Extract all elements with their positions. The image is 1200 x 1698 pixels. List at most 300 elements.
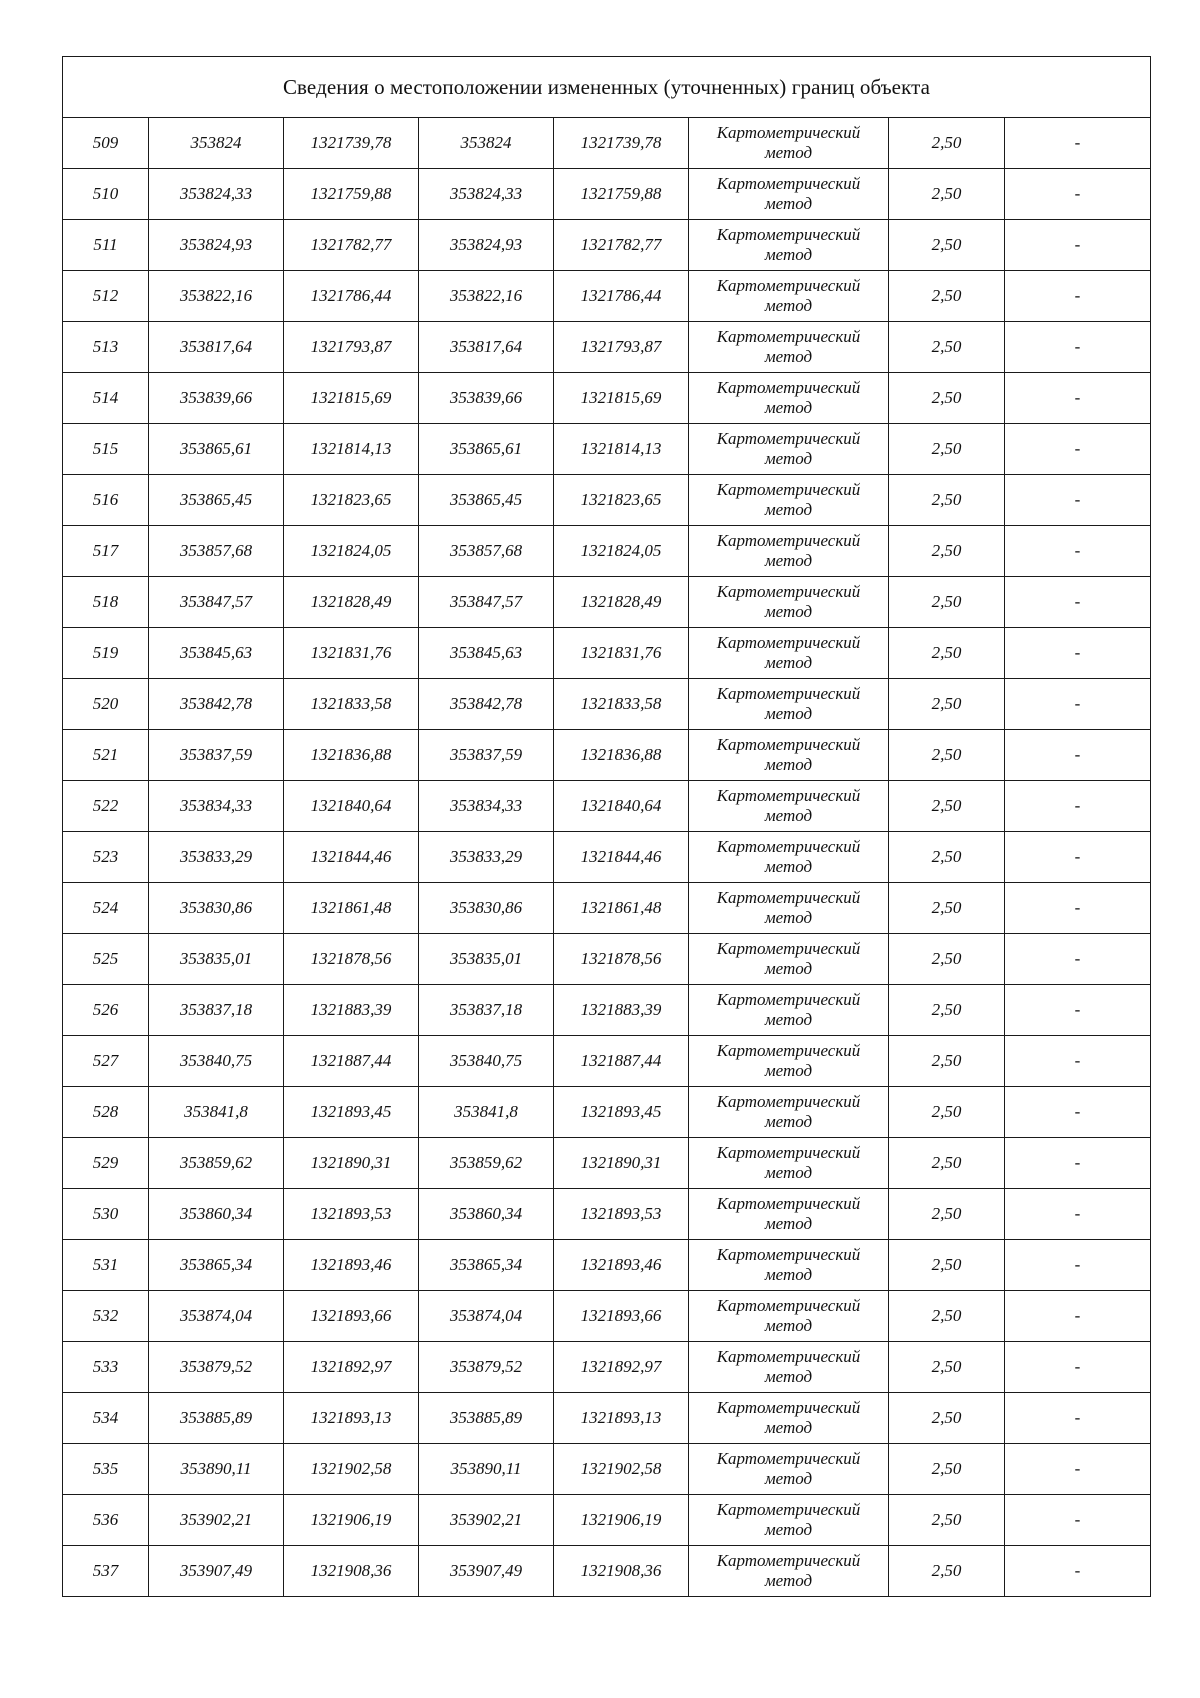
method-cell [689,322,889,373]
note-cell: - [1005,424,1151,475]
method-line1: Картометрический [716,1296,861,1315]
refined-x-cell: 353824 [419,118,554,169]
method-line1: Картометрический [716,888,861,907]
refined-y-cell: 1321815,69 [554,373,689,424]
note-cell: - [1005,1342,1151,1393]
point-number-cell: 512 [63,271,149,322]
method-line2: метод [764,1367,813,1386]
existing-y-cell: 1321861,48 [284,883,419,934]
accuracy-cell: 2,50 [889,1546,1005,1597]
point-number-cell: 534 [63,1393,149,1444]
refined-x-cell: 353879,52 [419,1342,554,1393]
existing-y-cell: 1321892,97 [284,1342,419,1393]
accuracy-cell: 2,50 [889,577,1005,628]
table-row [63,1138,1151,1189]
refined-x-cell: 353845,63 [419,628,554,679]
accuracy-cell: 2,50 [889,985,1005,1036]
method-cell [689,169,889,220]
note-cell: - [1005,118,1151,169]
table-row [63,475,1151,526]
refined-x-cell: 353834,33 [419,781,554,832]
accuracy-cell: 2,50 [889,475,1005,526]
method-cell [689,628,889,679]
method-line2: метод [764,194,813,213]
existing-x-cell: 353834,33 [149,781,284,832]
table-row [63,169,1151,220]
existing-x-cell: 353907,49 [149,1546,284,1597]
refined-x-cell: 353865,61 [419,424,554,475]
existing-y-cell: 1321786,44 [284,271,419,322]
existing-y-cell: 1321836,88 [284,730,419,781]
existing-x-cell: 353874,04 [149,1291,284,1342]
method-line1: Картометрический [716,327,861,346]
method-line2: метод [764,1163,813,1182]
method-line2: метод [764,806,813,825]
refined-x-cell: 353865,34 [419,1240,554,1291]
note-cell: - [1005,1393,1151,1444]
table-row [63,832,1151,883]
method-line1: Картометрический [716,1092,861,1111]
table-row [63,577,1151,628]
existing-y-cell: 1321908,36 [284,1546,419,1597]
method-line2: метод [764,653,813,672]
existing-x-cell: 353824 [149,118,284,169]
table-row [63,1240,1151,1291]
existing-x-cell: 353847,57 [149,577,284,628]
accuracy-cell: 2,50 [889,1087,1005,1138]
table-row [63,628,1151,679]
method-line1: Картометрический [716,378,861,397]
refined-x-cell: 353865,45 [419,475,554,526]
accuracy-cell: 2,50 [889,1444,1005,1495]
method-cell [689,1036,889,1087]
method-line2: метод [764,347,813,366]
point-number-cell: 537 [63,1546,149,1597]
method-cell [689,730,889,781]
refined-y-cell: 1321908,36 [554,1546,689,1597]
refined-y-cell: 1321831,76 [554,628,689,679]
method-line2: метод [764,1061,813,1080]
table-row [63,1495,1151,1546]
table-row [63,781,1151,832]
refined-x-cell: 353830,86 [419,883,554,934]
note-cell: - [1005,577,1151,628]
refined-x-cell: 353837,59 [419,730,554,781]
table-row [63,1291,1151,1342]
method-cell [689,1240,889,1291]
method-line1: Картометрический [716,1194,861,1213]
table-row [63,373,1151,424]
method-line1: Картометрический [716,174,861,193]
existing-x-cell: 353845,63 [149,628,284,679]
document-page [62,56,1150,1597]
table-row [63,424,1151,475]
existing-y-cell: 1321828,49 [284,577,419,628]
note-cell: - [1005,373,1151,424]
refined-x-cell: 353874,04 [419,1291,554,1342]
accuracy-cell: 2,50 [889,934,1005,985]
method-line2: метод [764,1316,813,1335]
refined-y-cell: 1321893,13 [554,1393,689,1444]
method-cell [689,1393,889,1444]
point-number-cell: 522 [63,781,149,832]
refined-y-cell: 1321759,88 [554,169,689,220]
method-line1: Картометрический [716,1500,861,1519]
method-line1: Картометрический [716,1398,861,1417]
refined-y-cell: 1321739,78 [554,118,689,169]
note-cell: - [1005,1138,1151,1189]
table-row [63,1189,1151,1240]
existing-y-cell: 1321893,46 [284,1240,419,1291]
refined-y-cell: 1321893,46 [554,1240,689,1291]
refined-y-cell: 1321893,53 [554,1189,689,1240]
note-cell: - [1005,220,1151,271]
refined-y-cell: 1321883,39 [554,985,689,1036]
method-line2: метод [764,1112,813,1131]
note-cell: - [1005,1546,1151,1597]
refined-y-cell: 1321793,87 [554,322,689,373]
accuracy-cell: 2,50 [889,1036,1005,1087]
point-number-cell: 536 [63,1495,149,1546]
coordinates-table [62,56,1151,1597]
accuracy-cell: 2,50 [889,1342,1005,1393]
table-row [63,934,1151,985]
refined-x-cell: 353902,21 [419,1495,554,1546]
refined-y-cell: 1321890,31 [554,1138,689,1189]
method-cell [689,373,889,424]
note-cell: - [1005,883,1151,934]
method-line1: Картометрический [716,990,861,1009]
existing-x-cell: 353839,66 [149,373,284,424]
existing-y-cell: 1321833,58 [284,679,419,730]
refined-x-cell: 353841,8 [419,1087,554,1138]
refined-x-cell: 353824,33 [419,169,554,220]
refined-y-cell: 1321786,44 [554,271,689,322]
existing-x-cell: 353835,01 [149,934,284,985]
point-number-cell: 516 [63,475,149,526]
existing-y-cell: 1321883,39 [284,985,419,1036]
method-cell [689,1189,889,1240]
note-cell: - [1005,934,1151,985]
existing-y-cell: 1321902,58 [284,1444,419,1495]
table-row [63,220,1151,271]
existing-y-cell: 1321831,76 [284,628,419,679]
note-cell: - [1005,679,1151,730]
table-row [63,1444,1151,1495]
accuracy-cell: 2,50 [889,883,1005,934]
method-line2: метод [764,755,813,774]
method-cell [689,118,889,169]
accuracy-cell: 2,50 [889,1240,1005,1291]
refined-y-cell: 1321836,88 [554,730,689,781]
method-line2: метод [764,1214,813,1233]
method-line2: метод [764,551,813,570]
method-line1: Картометрический [716,225,861,244]
method-line1: Картометрический [716,480,861,499]
accuracy-cell: 2,50 [889,1138,1005,1189]
point-number-cell: 510 [63,169,149,220]
refined-x-cell: 353837,18 [419,985,554,1036]
accuracy-cell: 2,50 [889,1291,1005,1342]
method-line2: метод [764,143,813,162]
accuracy-cell: 2,50 [889,679,1005,730]
method-line1: Картометрический [716,939,861,958]
method-line1: Картометрический [716,1449,861,1468]
existing-y-cell: 1321893,53 [284,1189,419,1240]
method-cell [689,1546,889,1597]
existing-x-cell: 353865,34 [149,1240,284,1291]
existing-y-cell: 1321824,05 [284,526,419,577]
method-line1: Картометрический [716,531,861,550]
refined-y-cell: 1321833,58 [554,679,689,730]
method-line2: метод [764,1418,813,1437]
note-cell: - [1005,1189,1151,1240]
point-number-cell: 535 [63,1444,149,1495]
point-number-cell: 517 [63,526,149,577]
note-cell: - [1005,169,1151,220]
point-number-cell: 533 [63,1342,149,1393]
existing-x-cell: 353865,45 [149,475,284,526]
existing-x-cell: 353830,86 [149,883,284,934]
method-line1: Картометрический [716,1551,861,1570]
refined-x-cell: 353857,68 [419,526,554,577]
method-cell [689,1291,889,1342]
method-line2: метод [764,449,813,468]
method-line2: метод [764,1469,813,1488]
accuracy-cell: 2,50 [889,526,1005,577]
method-line2: метод [764,296,813,315]
refined-y-cell: 1321828,49 [554,577,689,628]
note-cell: - [1005,271,1151,322]
method-cell [689,883,889,934]
point-number-cell: 528 [63,1087,149,1138]
accuracy-cell: 2,50 [889,424,1005,475]
existing-y-cell: 1321823,65 [284,475,419,526]
existing-x-cell: 353860,34 [149,1189,284,1240]
accuracy-cell: 2,50 [889,169,1005,220]
method-line2: метод [764,245,813,264]
method-line2: метод [764,1571,813,1590]
accuracy-cell: 2,50 [889,730,1005,781]
existing-y-cell: 1321893,66 [284,1291,419,1342]
existing-x-cell: 353890,11 [149,1444,284,1495]
point-number-cell: 529 [63,1138,149,1189]
method-cell [689,526,889,577]
method-line2: метод [764,908,813,927]
accuracy-cell: 2,50 [889,220,1005,271]
method-line1: Картометрический [716,582,861,601]
refined-y-cell: 1321824,05 [554,526,689,577]
existing-x-cell: 353840,75 [149,1036,284,1087]
method-line1: Картометрический [716,1041,861,1060]
method-cell [689,679,889,730]
method-cell [689,1087,889,1138]
method-line1: Картометрический [716,633,861,652]
table-row [63,1087,1151,1138]
table-row [63,322,1151,373]
method-line2: метод [764,1010,813,1029]
method-line1: Картометрический [716,429,861,448]
method-cell [689,1138,889,1189]
existing-y-cell: 1321793,87 [284,322,419,373]
accuracy-cell: 2,50 [889,832,1005,883]
existing-y-cell: 1321890,31 [284,1138,419,1189]
existing-x-cell: 353824,93 [149,220,284,271]
existing-y-cell: 1321739,78 [284,118,419,169]
existing-y-cell: 1321759,88 [284,169,419,220]
method-cell [689,934,889,985]
refined-y-cell: 1321892,97 [554,1342,689,1393]
existing-y-cell: 1321906,19 [284,1495,419,1546]
refined-y-cell: 1321814,13 [554,424,689,475]
method-cell [689,271,889,322]
refined-x-cell: 353840,75 [419,1036,554,1087]
refined-x-cell: 353890,11 [419,1444,554,1495]
note-cell: - [1005,475,1151,526]
point-number-cell: 519 [63,628,149,679]
method-cell [689,1342,889,1393]
refined-x-cell: 353847,57 [419,577,554,628]
existing-y-cell: 1321887,44 [284,1036,419,1087]
refined-y-cell: 1321823,65 [554,475,689,526]
table-row [63,1036,1151,1087]
method-line1: Картометрический [716,684,861,703]
accuracy-cell: 2,50 [889,373,1005,424]
refined-x-cell: 353833,29 [419,832,554,883]
refined-x-cell: 353835,01 [419,934,554,985]
existing-y-cell: 1321814,13 [284,424,419,475]
point-number-cell: 520 [63,679,149,730]
method-line1: Картометрический [716,1143,861,1162]
existing-x-cell: 353837,59 [149,730,284,781]
note-cell: - [1005,985,1151,1036]
method-line1: Картометрический [716,1245,861,1264]
table-row [63,985,1151,1036]
point-number-cell: 511 [63,220,149,271]
existing-x-cell: 353842,78 [149,679,284,730]
method-cell [689,220,889,271]
method-line1: Картометрический [716,123,861,142]
existing-x-cell: 353865,61 [149,424,284,475]
refined-y-cell: 1321893,45 [554,1087,689,1138]
table-row [63,1342,1151,1393]
point-number-cell: 509 [63,118,149,169]
note-cell: - [1005,628,1151,679]
existing-x-cell: 353822,16 [149,271,284,322]
existing-x-cell: 353837,18 [149,985,284,1036]
note-cell: - [1005,1240,1151,1291]
accuracy-cell: 2,50 [889,322,1005,373]
method-line2: метод [764,1265,813,1284]
point-number-cell: 525 [63,934,149,985]
accuracy-cell: 2,50 [889,1495,1005,1546]
method-line1: Картометрический [716,786,861,805]
note-cell: - [1005,1291,1151,1342]
point-number-cell: 526 [63,985,149,1036]
accuracy-cell: 2,50 [889,1393,1005,1444]
note-cell: - [1005,322,1151,373]
existing-y-cell: 1321844,46 [284,832,419,883]
refined-x-cell: 353824,93 [419,220,554,271]
note-cell: - [1005,832,1151,883]
table-row [63,679,1151,730]
refined-y-cell: 1321887,44 [554,1036,689,1087]
method-cell [689,832,889,883]
method-line2: метод [764,500,813,519]
existing-x-cell: 353859,62 [149,1138,284,1189]
existing-y-cell: 1321782,77 [284,220,419,271]
point-number-cell: 530 [63,1189,149,1240]
table-row [63,1546,1151,1597]
existing-x-cell: 353817,64 [149,322,284,373]
table-row [63,883,1151,934]
table-row [63,1393,1151,1444]
method-line1: Картометрический [716,735,861,754]
refined-y-cell: 1321844,46 [554,832,689,883]
method-line2: метод [764,1520,813,1539]
note-cell: - [1005,1087,1151,1138]
existing-x-cell: 353857,68 [149,526,284,577]
method-line1: Картометрический [716,276,861,295]
method-line2: метод [764,857,813,876]
point-number-cell: 523 [63,832,149,883]
method-cell [689,1495,889,1546]
existing-x-cell: 353841,8 [149,1087,284,1138]
accuracy-cell: 2,50 [889,628,1005,679]
refined-x-cell: 353859,62 [419,1138,554,1189]
refined-x-cell: 353860,34 [419,1189,554,1240]
table-row [63,526,1151,577]
method-line2: метод [764,602,813,621]
refined-y-cell: 1321902,58 [554,1444,689,1495]
accuracy-cell: 2,50 [889,1189,1005,1240]
note-cell: - [1005,526,1151,577]
refined-x-cell: 353822,16 [419,271,554,322]
refined-y-cell: 1321878,56 [554,934,689,985]
table-body [63,118,1151,1597]
refined-x-cell: 353839,66 [419,373,554,424]
point-number-cell: 532 [63,1291,149,1342]
table-row [63,118,1151,169]
method-line1: Картометрический [716,837,861,856]
table-title: Сведения о местоположении измененных (уточненных) границ объекта [63,57,1151,118]
existing-x-cell: 353885,89 [149,1393,284,1444]
refined-y-cell: 1321840,64 [554,781,689,832]
existing-x-cell: 353833,29 [149,832,284,883]
refined-y-cell: 1321782,77 [554,220,689,271]
method-line2: метод [764,398,813,417]
existing-y-cell: 1321840,64 [284,781,419,832]
point-number-cell: 524 [63,883,149,934]
refined-y-cell: 1321906,19 [554,1495,689,1546]
method-line2: метод [764,704,813,723]
method-cell [689,475,889,526]
refined-x-cell: 353817,64 [419,322,554,373]
refined-x-cell: 353842,78 [419,679,554,730]
method-line2: метод [764,959,813,978]
existing-x-cell: 353824,33 [149,169,284,220]
point-number-cell: 513 [63,322,149,373]
method-line1: Картометрический [716,1347,861,1366]
point-number-cell: 518 [63,577,149,628]
point-number-cell: 531 [63,1240,149,1291]
note-cell: - [1005,1444,1151,1495]
accuracy-cell: 2,50 [889,118,1005,169]
table-row [63,730,1151,781]
method-cell [689,577,889,628]
point-number-cell: 515 [63,424,149,475]
method-cell [689,424,889,475]
